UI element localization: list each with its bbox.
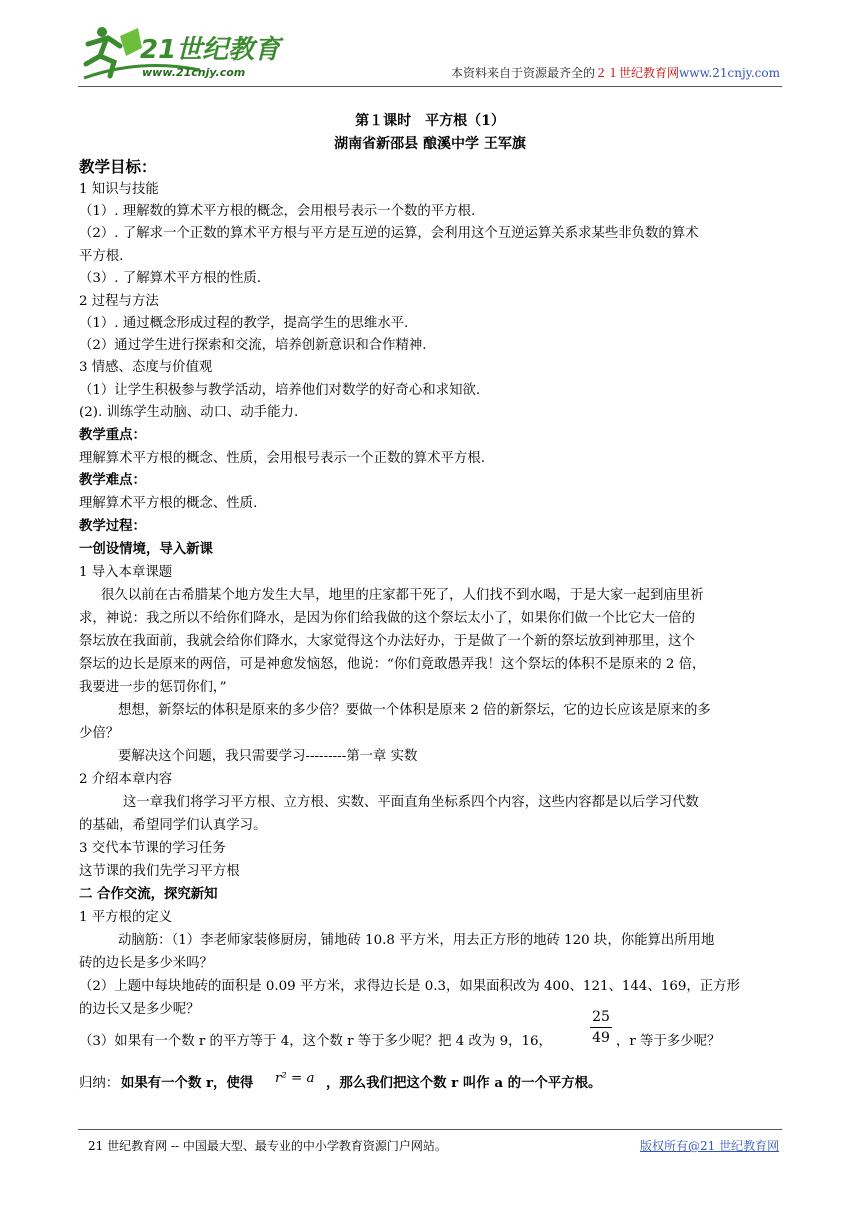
text-line: 理解算术平方根的概念、性质.: [79, 496, 258, 511]
logo-text: 21世纪教育: [140, 35, 281, 65]
text-line: 1 平方根的定义: [79, 910, 173, 925]
header-brand: ２１世纪教育网: [595, 66, 680, 80]
text-line: 求，神说：我之所以不给你们降水，是因为你们给我做的这个祭坛太小了，如果你们做一个比它大一倍的: [79, 611, 695, 626]
text-line: （2）. 了解求一个正数的算术平方根与平方是互逆的运算，会利用这个互逆运算关系求某些非负数的算术: [79, 226, 699, 241]
text-line: 要解决这个问题，我只需要学习---------第一章 实数: [118, 749, 418, 764]
footer-divider: [78, 1129, 782, 1130]
text-line: 3 交代本节课的学习任务: [79, 841, 226, 856]
header-link[interactable]: www.21cnjy.com: [679, 66, 780, 80]
lesson-title: 第１课时 平方根（1）: [355, 113, 505, 129]
math-formula: r² = a: [275, 1071, 315, 1086]
fraction-25-49: [590, 1008, 612, 1047]
site-logo[interactable]: [80, 18, 285, 88]
text-line: 平方根.: [79, 249, 124, 264]
heading-difficulties: 教学难点：: [79, 472, 146, 488]
text-line: 祭坛放在我面前，我就会给你们降水，大家觉得这个办法好办，于是做了一个新的祭坛放到神那里，这个: [79, 634, 695, 649]
text-line: 这节课的我们先学习平方根: [79, 864, 240, 879]
text-line: 3 情感、态度与价值观: [79, 360, 213, 375]
text-line: 很久以前在古希腊某个地方发生大旱，地里的庄家都干死了，人们找不到水喝，于是大家一起到庙里祈: [101, 588, 704, 603]
heading-objectives: 教学目标：: [79, 157, 157, 176]
logo-url: www.21cnjy.com: [142, 66, 246, 79]
text-line: ，r 等于多少呢？: [616, 1034, 721, 1049]
text-line: 1 导入本章课题: [79, 565, 173, 580]
text-line: 2 介绍本章内容: [79, 772, 173, 787]
text-line: 理解算术平方根的概念、性质，会用根号表示一个正数的算术平方根.: [79, 451, 485, 466]
text-line: 的边长又是多少呢？: [79, 1002, 200, 1017]
header-note: [380, 64, 780, 81]
section-heading: 一创设情境，导入新课: [79, 541, 213, 557]
text-line: 动脑筋：（1）李老师家装修厨房，铺地砖 10.8 平方米，用去正方形的地砖 120 块，你能算出所用地: [118, 933, 715, 948]
heading-key-points: 教学重点：: [79, 427, 146, 443]
text-line: 我要进一步的惩罚你们，”: [79, 680, 227, 695]
text-line: 砖的边长是多少米吗？: [79, 956, 213, 971]
text-line: （3）. 了解算术平方根的性质.: [79, 271, 261, 286]
fraction-denominator: 49: [592, 1030, 610, 1046]
text-line: (2). 训练学生动脑、动口、动手能力.: [79, 405, 299, 420]
text-line: 这一章我们将学习平方根、立方根、实数、平面直角坐标系四个内容，这些内容都是以后学习代数: [123, 795, 699, 810]
heading-process: 教学过程：: [79, 518, 146, 534]
text-line: （1）. 理解数的算术平方根的概念，会用根号表示一个数的平方根.: [79, 204, 476, 219]
text-line: 的基础，希望同学们认真学习。: [79, 818, 267, 833]
text-line: 1 知识与技能: [79, 182, 159, 197]
section-heading: 二 合作交流，探究新知: [79, 886, 218, 902]
fraction-numerator: 25: [592, 1009, 610, 1025]
runner-logo-icon: [80, 18, 285, 88]
text-line: （1）. 通过概念形成过程的教学，提高学生的思维水平.: [79, 316, 409, 331]
text-line: 想想，新祭坛的体积是原来的多少倍？要做一个体积是原来 2 倍的新祭坛，它的边长应该是原来的多: [118, 703, 711, 718]
header-note-prefix: 本资料来自于资源最齐全的: [451, 66, 596, 80]
summary-label: 归纳：: [79, 1076, 120, 1091]
text-line: 2 过程与方法: [79, 294, 159, 309]
text-line: （2）通过学生进行探索和交流，培养创新意识和合作精神.: [79, 338, 427, 353]
footer-tagline: 21 世纪教育网 -- 中国最大型、最专业的中小学教育资源门户网站。: [88, 1139, 447, 1153]
footer-copyright-link[interactable]: 版权所有@21 世纪教育网: [640, 1139, 780, 1153]
summary-text: 如果有一个数 r，使得: [121, 1075, 254, 1091]
summary-text: ，那么我们把这个数 r 叫作 a 的一个平方根。: [326, 1075, 602, 1091]
text-line: （1）让学生积极参与教学活动，培养他们对数学的好奇心和求知欲.: [79, 383, 481, 398]
fraction-bar: [590, 1027, 612, 1028]
header-divider: [78, 86, 782, 87]
text-line: 祭坛的边长是原来的两倍，可是神愈发恼怒，他说：“你们竟敢愚弄我！这个祭坛的体积不是原来的 2 倍，: [79, 657, 706, 672]
lesson-author: 湖南省新邵县 酿溪中学 王军旗: [334, 136, 526, 152]
text-line: （2）上题中每块地砖的面积是 0.09 平方米，求得边长是 0.3，如果面积改为 400、121、144、169，正方形: [79, 979, 740, 994]
text-line: 少倍？: [79, 726, 120, 741]
text-line: （3）如果有一个数 r 的平方等于 4，这个数 r 等于多少呢？把 4 改为 9，16，: [79, 1034, 552, 1049]
